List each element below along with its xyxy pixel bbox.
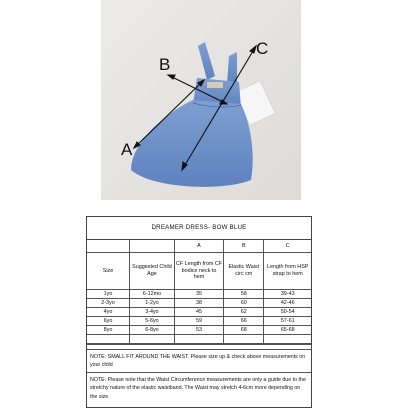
letter-header-row xyxy=(87,240,311,253)
blank-row xyxy=(87,335,311,344)
product-photo xyxy=(101,0,301,200)
table-row xyxy=(87,317,311,326)
cell-cf-length: 59 xyxy=(174,317,223,326)
note-waist-stretch: NOTE: Please note that the Waist Circumference measurements are only a guide due to the stretchy nature of the elastic waistband. The Waist may stretch 4-6cm more depending on the size. xyxy=(87,372,311,398)
column-header-row xyxy=(87,253,311,290)
column-header-size: Size xyxy=(87,253,130,290)
cell-hsp-length: 39-43 xyxy=(264,290,311,299)
cell-age: 6-8yo xyxy=(130,326,175,335)
letter-header xyxy=(130,240,175,253)
cell-waist: 66 xyxy=(224,317,264,326)
size-table xyxy=(87,240,311,344)
column-header-waist: Elastic Waist circ cm xyxy=(224,253,264,290)
cell-hsp-length: 42-46 xyxy=(264,299,311,308)
column-header-hsp-length: Length from HSP strap to hem xyxy=(264,253,311,290)
table-row xyxy=(87,290,311,299)
cell-waist: 58 xyxy=(224,290,264,299)
table-row xyxy=(87,326,311,335)
cell-size: 4yo xyxy=(87,308,130,317)
column-header-cf-length: CF Length from CF bodice neck to hem xyxy=(174,253,223,290)
size-chart xyxy=(86,216,312,408)
cell-hsp-length: 57-61 xyxy=(264,317,311,326)
letter-header-a: A xyxy=(174,240,223,253)
cell-waist: 68 xyxy=(224,326,264,335)
cell-hsp-length: 65-68 xyxy=(264,326,311,335)
brand-patch xyxy=(207,82,223,88)
cell-cf-length: 53 xyxy=(174,326,223,335)
cell-cf-length: 45 xyxy=(174,308,223,317)
cell-size: 2-3yo xyxy=(87,299,130,308)
marker-a: A xyxy=(121,140,133,159)
table-row xyxy=(87,299,311,308)
marker-b: B xyxy=(159,55,171,74)
cell-waist: 62 xyxy=(224,308,264,317)
cell-size: 6yo xyxy=(87,317,130,326)
cell-cf-length: 35 xyxy=(174,290,223,299)
column-header-age: Suggested Child Age xyxy=(130,253,175,290)
letter-header xyxy=(87,240,130,253)
note-small-fit: NOTE: SMALL FIT AROUND THE WAIST. Please size up & check above measurements on your child xyxy=(87,349,311,372)
cell-age: 1-2yo xyxy=(130,299,175,308)
cell-age: 6-12mo xyxy=(130,290,175,299)
table-row xyxy=(87,308,311,317)
cell-age: 3-4yo xyxy=(130,308,175,317)
letter-header-c: C xyxy=(264,240,311,253)
cell-hsp-length: 50-54 xyxy=(264,308,311,317)
cell-waist: 60 xyxy=(224,299,264,308)
cell-cf-length: 38 xyxy=(174,299,223,308)
dress-illustration xyxy=(101,0,301,200)
size-chart-title: DREAMER DRESS- BOW BLUE xyxy=(87,217,311,240)
cell-size: 1yo xyxy=(87,290,130,299)
marker-c: C xyxy=(256,39,269,58)
letter-header-b: B xyxy=(224,240,264,253)
cell-size: 8yo xyxy=(87,326,130,335)
cell-age: 5-6yo xyxy=(130,317,175,326)
